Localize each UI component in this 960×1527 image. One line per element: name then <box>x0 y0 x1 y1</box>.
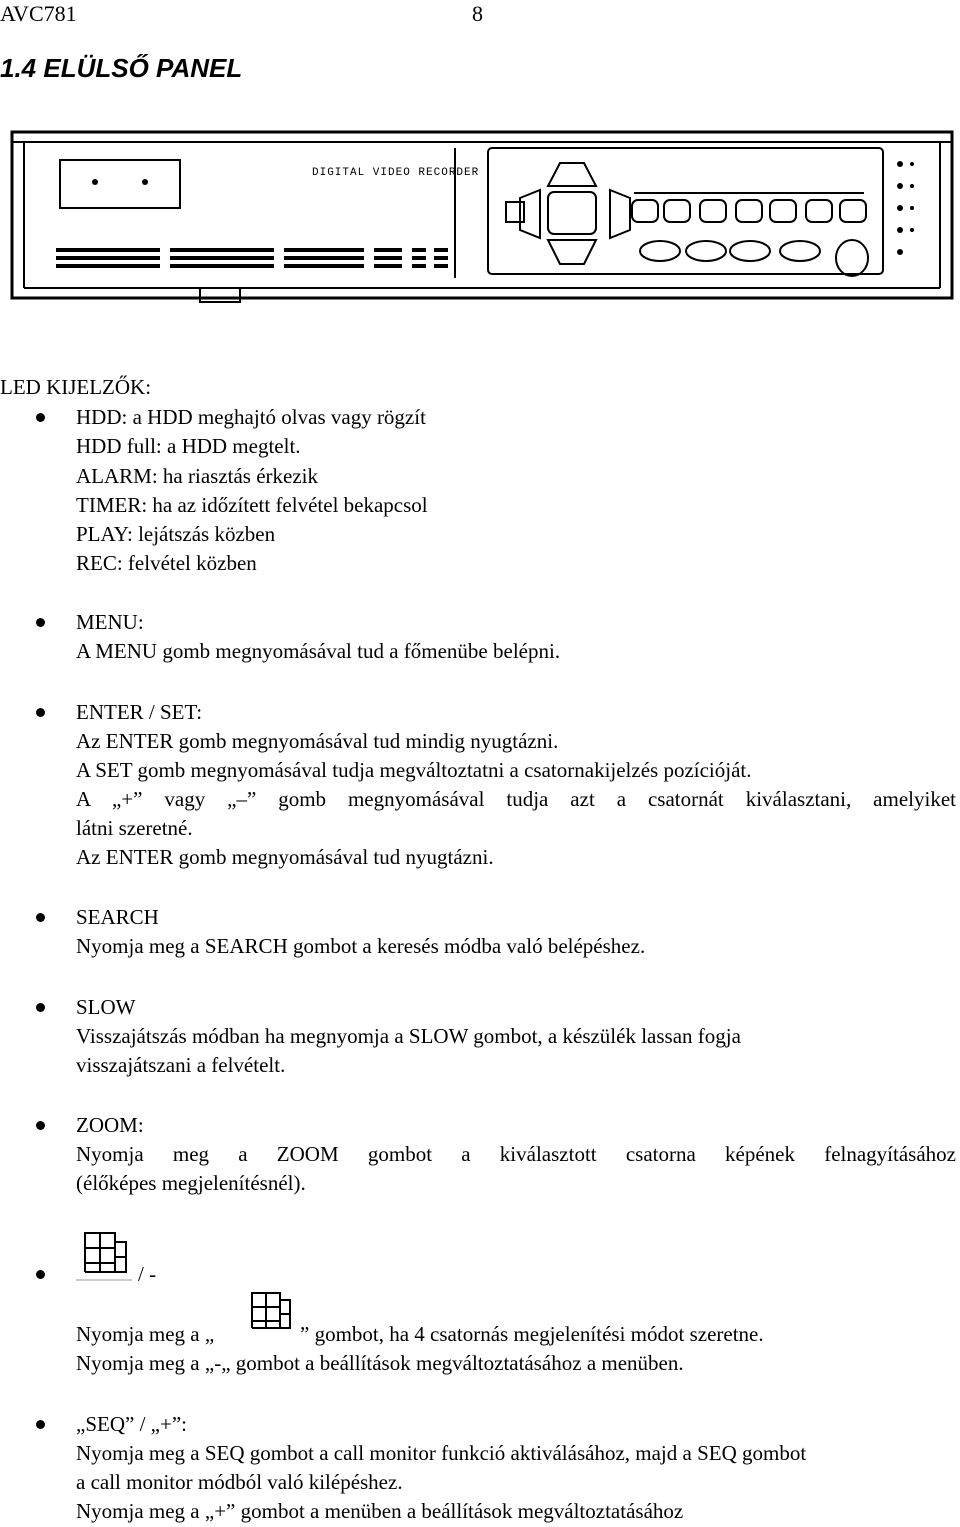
front-panel-figure <box>0 118 960 348</box>
quad-text-prefix: Nyomja meg a „ <box>76 1322 215 1346</box>
quad-view-icon <box>76 1230 132 1282</box>
document-header: AVC781 <box>0 1 77 26</box>
bullet-seq <box>36 1420 45 1429</box>
seq-text: Nyomja meg a SEQ gombot a call monitor funkció aktiválásához, majd a SEQ gombot <box>76 1441 807 1465</box>
panel-label: DIGITAL VIDEO RECORDER <box>312 167 480 179</box>
slow-text: visszajátszani a felvételt. <box>76 1053 286 1077</box>
section-title: 1.4 ELÜLSŐ PANEL <box>0 53 243 83</box>
bullet-led <box>36 413 45 422</box>
enter-text: Az ENTER gomb megnyomásával tud nyugtázni. <box>76 845 494 869</box>
bullet-enter <box>36 708 45 717</box>
quad-view-icon <box>247 1290 295 1334</box>
page-number: 8 <box>472 1 483 26</box>
quad-title: / - <box>138 1262 157 1286</box>
enter-title: ENTER / SET: <box>76 700 203 724</box>
enter-text: A SET gomb megnyomásával tudja megváltoztatni a csatornakijelzés pozícióját. <box>76 758 752 782</box>
seq-text: a call monitor módból való kilépéshez. <box>76 1470 403 1494</box>
menu-text: A MENU gomb megnyomásával tud a főmenübe belépni. <box>76 639 561 663</box>
slow-title: SLOW <box>76 995 136 1019</box>
led-line: TIMER: ha az időzített felvétel bekapcsol <box>76 493 428 517</box>
led-heading: LED KIJELZŐK: <box>0 375 152 399</box>
enter-text: látni szeretné. <box>76 816 193 840</box>
led-line: REC: felvétel közben <box>76 551 257 575</box>
menu-title: MENU: <box>76 610 144 634</box>
led-line: PLAY: lejátszás közben <box>76 522 276 546</box>
quad-text: Nyomja meg a „-„ gombot a beállítások megváltoztatásához a menüben. <box>76 1351 684 1375</box>
led-line: HDD: a HDD meghajtó olvas vagy rögzít <box>76 405 426 429</box>
zoom-text: (élőképes megjelenítésnél). <box>76 1171 306 1195</box>
bullet-quad <box>36 1270 45 1279</box>
quad-text-suffix: ” gombot, ha 4 csatornás megjelenítési módot szeretne. <box>300 1322 764 1346</box>
slow-text: Visszajátszás módban ha megnyomja a SLOW gombot, a készülék lassan fogja <box>76 1024 741 1048</box>
led-line: ALARM: ha riasztás érkezik <box>76 464 319 488</box>
bullet-menu <box>36 618 45 627</box>
search-title: SEARCH <box>76 905 159 929</box>
enter-text: A „+” vagy „–” gomb megnyomásával tudja azt a csatornát kiválasztani, amelyiket <box>76 787 956 811</box>
enter-text: Az ENTER gomb megnyomásával tud mindig nyugtázni. <box>76 729 559 753</box>
bullet-slow <box>36 1003 45 1012</box>
led-line: HDD full: a HDD megtelt. <box>76 434 301 458</box>
search-text: Nyomja meg a SEARCH gombot a keresés módba való belépéshez. <box>76 934 646 958</box>
zoom-text: Nyomja meg a ZOOM gombot a kiválasztott csatorna képének felnagyításához <box>76 1142 956 1166</box>
seq-title: „SEQ” / „+”: <box>76 1412 187 1436</box>
bullet-search <box>36 913 45 922</box>
bullet-zoom <box>36 1121 45 1130</box>
seq-text: Nyomja meg a „+” gombot a menüben a beállítások megváltoztatásához <box>76 1499 684 1523</box>
zoom-title: ZOOM: <box>76 1113 144 1137</box>
